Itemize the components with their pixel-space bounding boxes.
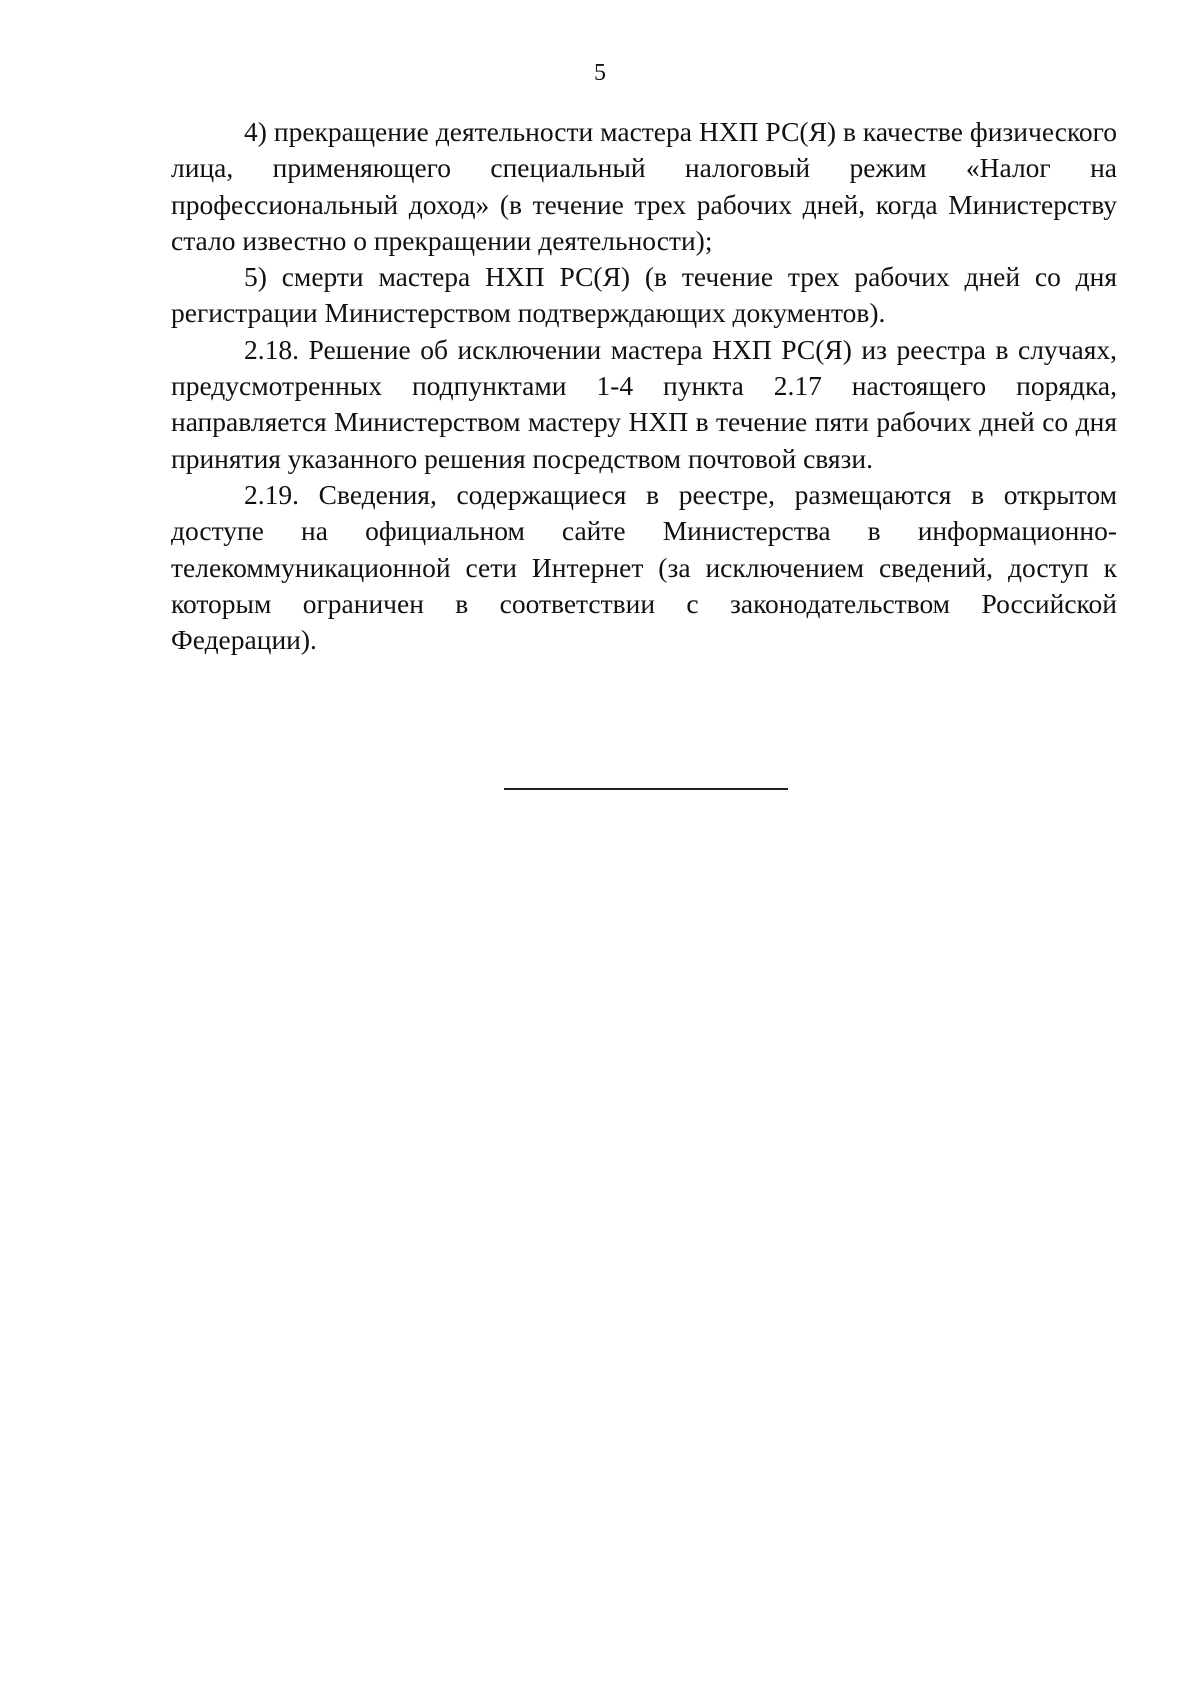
- paragraph-2-19-registry-publication: 2.19. Сведения, содержащиеся в реестре, размещаются в открытом доступе на официальном сайте Министерства в информационно-телекоммуникационной сети Интернет (за исключением сведений, доступ к которым ограничен в соответствии с законодательством Российской Федерации).: [171, 478, 1117, 656]
- page-number: 5: [594, 60, 606, 86]
- document-body: [171, 114, 1117, 658]
- paragraph-item-5-death: 5) смерти мастера НХП РС(Я) (в течение трех рабочих дней со дня регистрации Министерством подтверждающих документов).: [171, 261, 1117, 329]
- end-of-document-divider: [504, 788, 788, 790]
- paragraph-2-18-exclusion-decision: 2.18. Решение об исключении мастера НХП РС(Я) из реестра в случаях, предусмотренных подпунктами 1-4 пункта 2.17 настоящего порядка, направляется Министерством мастеру НХП в течение пяти рабочих дней со дня принятия указанного решения посредством почтовой связи.: [171, 333, 1117, 474]
- paragraph-item-4-termination: 4) прекращение деятельности мастера НХП РС(Я) в качестве физического лица, применяющего специальный налоговый режим «Налог на профессиональный доход» (в течение трех рабочих дней, когда Министерству стало известно о прекращении деятельности);: [171, 116, 1117, 256]
